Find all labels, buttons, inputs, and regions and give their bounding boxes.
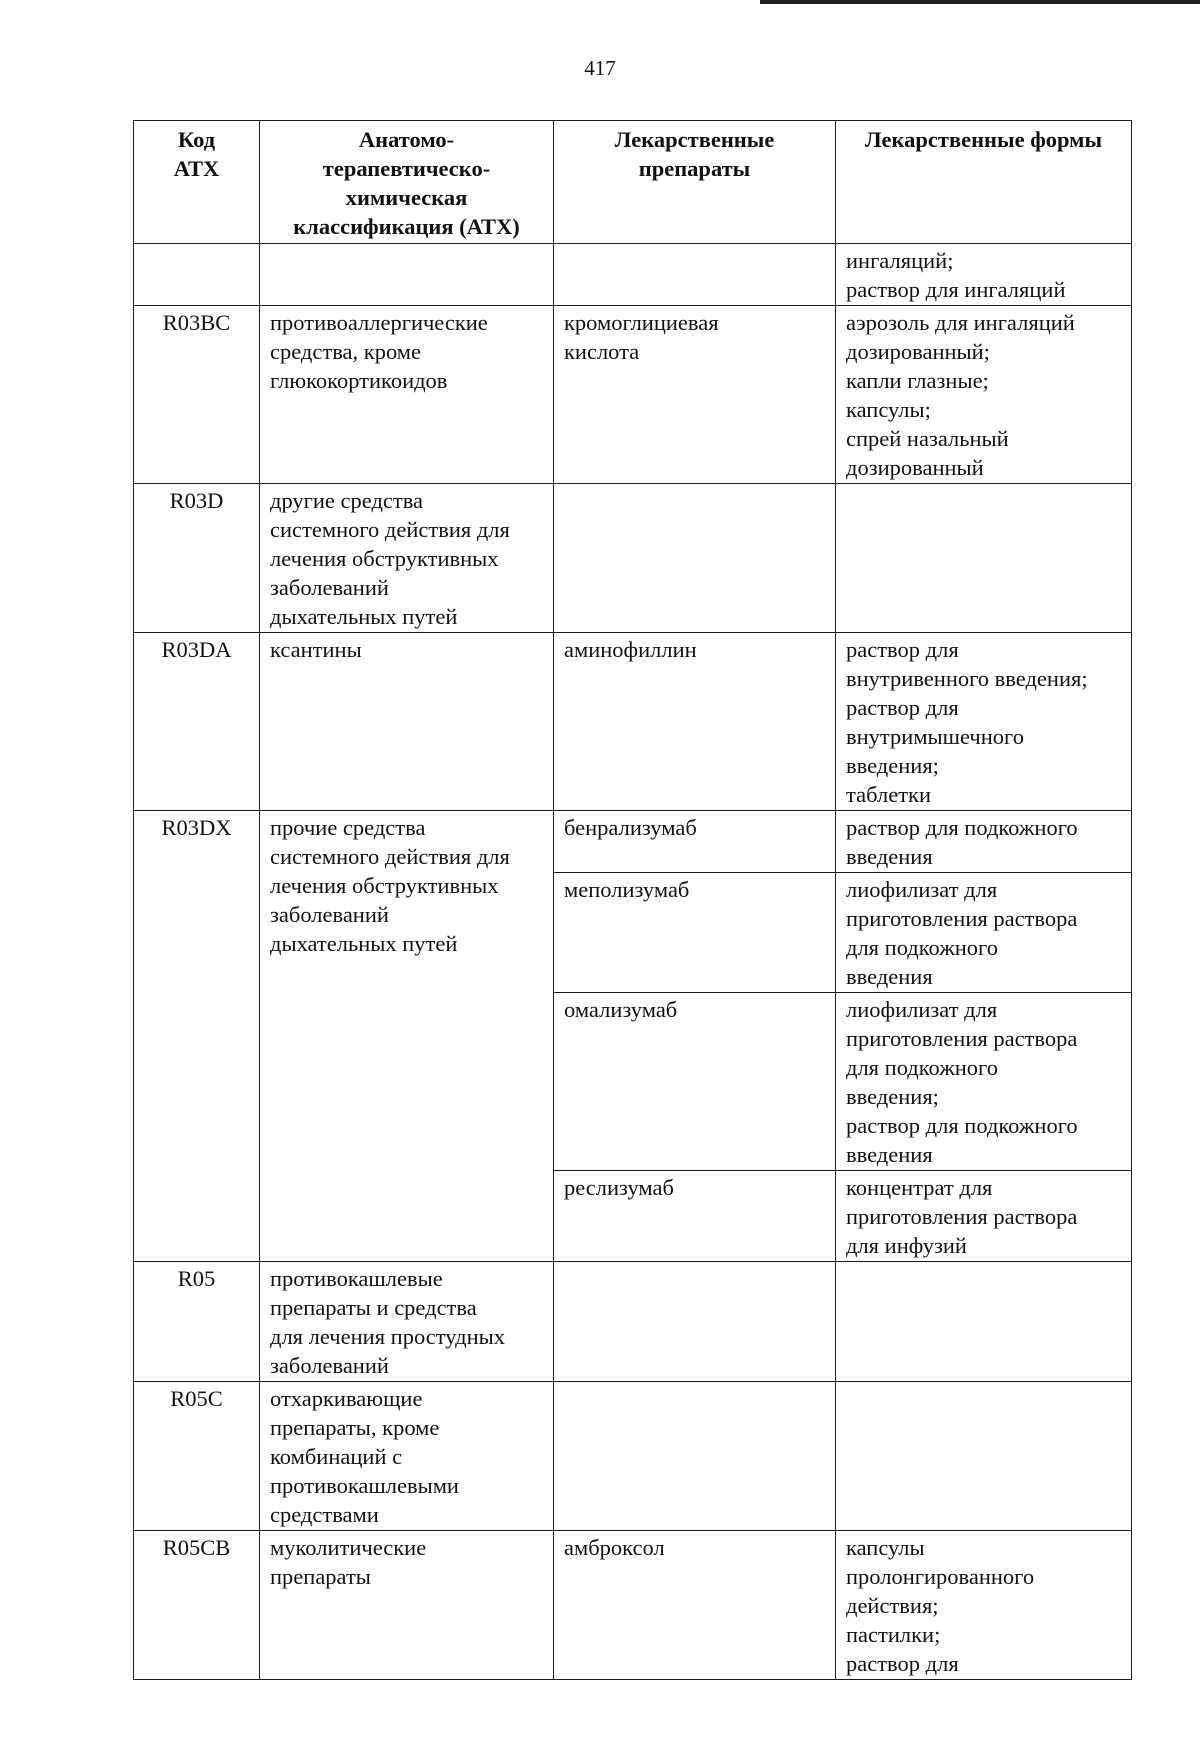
cell-text-line: дозированный bbox=[846, 455, 984, 480]
cell-text-line: приготовления раствора bbox=[846, 1204, 1078, 1229]
dosage-form-cell bbox=[836, 811, 1132, 873]
cell-text-line: АТХ bbox=[173, 156, 220, 181]
cell-text-line: кромоглициевая bbox=[564, 310, 719, 335]
table-row bbox=[134, 811, 1132, 873]
cell-text-line: дыхательных путей bbox=[270, 604, 458, 629]
classification-cell bbox=[260, 484, 554, 633]
cell-text-line: капли глазные; bbox=[846, 368, 989, 393]
cell-text-line: для лечения простудных bbox=[270, 1324, 505, 1349]
drug-cell bbox=[554, 1382, 836, 1531]
cell-text-line: заболеваний bbox=[270, 1353, 389, 1378]
dosage-form-cell bbox=[836, 244, 1132, 306]
cell-text-line: для инфузий bbox=[846, 1233, 967, 1258]
table-row bbox=[134, 1531, 1132, 1680]
cell-text-line: приготовления раствора bbox=[846, 906, 1078, 931]
atc-drug-table bbox=[133, 120, 1132, 1680]
cell-text-line: химическая bbox=[345, 185, 468, 210]
cell-text-line: муколитические bbox=[270, 1535, 427, 1560]
cell-text-line: ксантины bbox=[270, 637, 362, 662]
classification-cell bbox=[260, 244, 554, 306]
classification-cell bbox=[260, 1382, 554, 1531]
cell-text-line: спрей назальный bbox=[846, 426, 1009, 451]
cell-text-line: Код bbox=[177, 127, 216, 152]
cell-text-line: омализумаб bbox=[564, 997, 678, 1022]
cell-text-line: лечения обструктивных bbox=[270, 873, 499, 898]
cell-text-line: пастилки; bbox=[846, 1622, 941, 1647]
header-classification bbox=[260, 121, 554, 244]
cell-text-line: противокашлевыми bbox=[270, 1473, 459, 1498]
cell-text-line: комбинаций с bbox=[270, 1444, 403, 1469]
cell-text-line: кислота bbox=[564, 339, 640, 364]
cell-text-line: препараты, кроме bbox=[270, 1415, 440, 1440]
cell-text-line: противокашлевые bbox=[270, 1266, 443, 1291]
cell-text-line: раствор для bbox=[846, 1651, 959, 1676]
cell-text-line: введения bbox=[846, 964, 933, 989]
dosage-form-cell bbox=[836, 306, 1132, 484]
drug-cell bbox=[554, 993, 836, 1171]
cell-text-line: введения bbox=[846, 1142, 933, 1167]
cell-text-line: раствор для ингаляций bbox=[846, 277, 1066, 302]
cell-text-line: лечения обструктивных bbox=[270, 546, 499, 571]
atc-code-cell: R03D bbox=[134, 484, 260, 633]
table-row bbox=[134, 484, 1132, 633]
drug-cell bbox=[554, 873, 836, 993]
cell-text-line: раствор для подкожного bbox=[846, 815, 1078, 840]
table-row bbox=[134, 244, 1132, 306]
atc-code-cell: R05CB bbox=[134, 1531, 260, 1680]
cell-text-line: реслизумаб bbox=[564, 1175, 674, 1200]
cell-text-line: раствор для bbox=[846, 695, 959, 720]
cell-text-line: дыхательных путей bbox=[270, 931, 458, 956]
cell-text-line: препараты bbox=[270, 1564, 371, 1589]
table-row bbox=[134, 306, 1132, 484]
cell-text-line: пролонгированного bbox=[846, 1564, 1035, 1589]
cell-text-line: глюкокортикоидов bbox=[270, 368, 448, 393]
atc-code-cell: R03BC bbox=[134, 306, 260, 484]
cell-text-line: для подкожного bbox=[846, 935, 998, 960]
cell-text-line: противоаллергические bbox=[270, 310, 488, 335]
classification-cell bbox=[260, 633, 554, 811]
table-row bbox=[134, 1382, 1132, 1531]
cell-text-line: амброксол bbox=[564, 1535, 665, 1560]
dosage-form-cell bbox=[836, 633, 1132, 811]
table-row bbox=[134, 633, 1132, 811]
cell-text-line: средства, кроме bbox=[270, 339, 421, 364]
cell-text-line: средствами bbox=[270, 1502, 379, 1527]
cell-text-line: введения bbox=[846, 844, 933, 869]
cell-text-line: заболеваний bbox=[270, 575, 389, 600]
page-number: 417 bbox=[584, 56, 616, 80]
cell-text-line: ингаляций; bbox=[846, 248, 954, 273]
table-row bbox=[134, 1262, 1132, 1382]
cell-text-line: дозированный; bbox=[846, 339, 990, 364]
top-edge-rule bbox=[760, 0, 1200, 4]
cell-text-line: аэрозоль для ингаляций bbox=[846, 310, 1075, 335]
cell-text-line: таблетки bbox=[846, 782, 932, 807]
cell-text-line: терапевтическо- bbox=[322, 156, 491, 181]
dosage-form-cell bbox=[836, 873, 1132, 993]
cell-text-line: лиофилизат для bbox=[846, 997, 998, 1022]
cell-text-line: капсулы bbox=[846, 1535, 925, 1560]
drug-cell bbox=[554, 633, 836, 811]
dosage-form-cell bbox=[836, 1171, 1132, 1262]
cell-text-line: меполизумаб bbox=[564, 877, 690, 902]
atc-code-cell: R03DA bbox=[134, 633, 260, 811]
dosage-form-cell bbox=[836, 993, 1132, 1171]
header-drugs bbox=[554, 121, 836, 244]
cell-text-line: препараты bbox=[638, 156, 751, 181]
drug-cell bbox=[554, 1262, 836, 1382]
cell-text-line: Лекарственные формы bbox=[864, 127, 1103, 152]
cell-text-line: капсулы; bbox=[846, 397, 931, 422]
header-forms bbox=[836, 121, 1132, 244]
cell-text-line: отхаркивающие bbox=[270, 1386, 423, 1411]
cell-text-line: раствор для подкожного bbox=[846, 1113, 1078, 1138]
cell-text-line: классификация (АТХ) bbox=[293, 214, 520, 239]
cell-text-line: заболеваний bbox=[270, 902, 389, 927]
cell-text-line: другие средства bbox=[270, 488, 424, 513]
dosage-form-cell bbox=[836, 1531, 1132, 1680]
cell-text-line: концентрат для bbox=[846, 1175, 993, 1200]
cell-text-line: раствор для bbox=[846, 637, 959, 662]
atc-code-cell: R05C bbox=[134, 1382, 260, 1531]
cell-text-line: бенрализумаб bbox=[564, 815, 697, 840]
classification-cell bbox=[260, 1531, 554, 1680]
cell-text-line: препараты и средства bbox=[270, 1295, 477, 1320]
cell-text-line: Лекарственные bbox=[614, 127, 775, 152]
drug-cell bbox=[554, 1171, 836, 1262]
atc-code-cell: R05 bbox=[134, 1262, 260, 1382]
atc-code-cell: R03DX bbox=[134, 811, 260, 1262]
cell-text-line: действия; bbox=[846, 1593, 939, 1618]
table-header-row bbox=[134, 121, 1132, 244]
cell-text-line: лиофилизат для bbox=[846, 877, 998, 902]
dosage-form-cell bbox=[836, 1262, 1132, 1382]
drug-cell bbox=[554, 306, 836, 484]
header-code bbox=[134, 121, 260, 244]
classification-cell bbox=[260, 306, 554, 484]
cell-text-line: внутримышечного bbox=[846, 724, 1024, 749]
cell-text-line: аминофиллин bbox=[564, 637, 697, 662]
drug-cell bbox=[554, 244, 836, 306]
cell-text-line: Анатомо- bbox=[358, 127, 455, 152]
cell-text-line: введения; bbox=[846, 1084, 939, 1109]
cell-text-line: системного действия для bbox=[270, 844, 510, 869]
classification-cell bbox=[260, 1262, 554, 1382]
atc-code-cell bbox=[134, 244, 260, 306]
dosage-form-cell bbox=[836, 1382, 1132, 1531]
drug-cell bbox=[554, 484, 836, 633]
cell-text-line: внутривенного введения; bbox=[846, 666, 1088, 691]
cell-text-line: введения; bbox=[846, 753, 939, 778]
classification-cell bbox=[260, 811, 554, 1262]
cell-text-line: для подкожного bbox=[846, 1055, 998, 1080]
cell-text-line: прочие средства bbox=[270, 815, 426, 840]
drug-cell bbox=[554, 1531, 836, 1680]
dosage-form-cell bbox=[836, 484, 1132, 633]
cell-text-line: приготовления раствора bbox=[846, 1026, 1078, 1051]
cell-text-line: системного действия для bbox=[270, 517, 510, 542]
drug-cell bbox=[554, 811, 836, 873]
